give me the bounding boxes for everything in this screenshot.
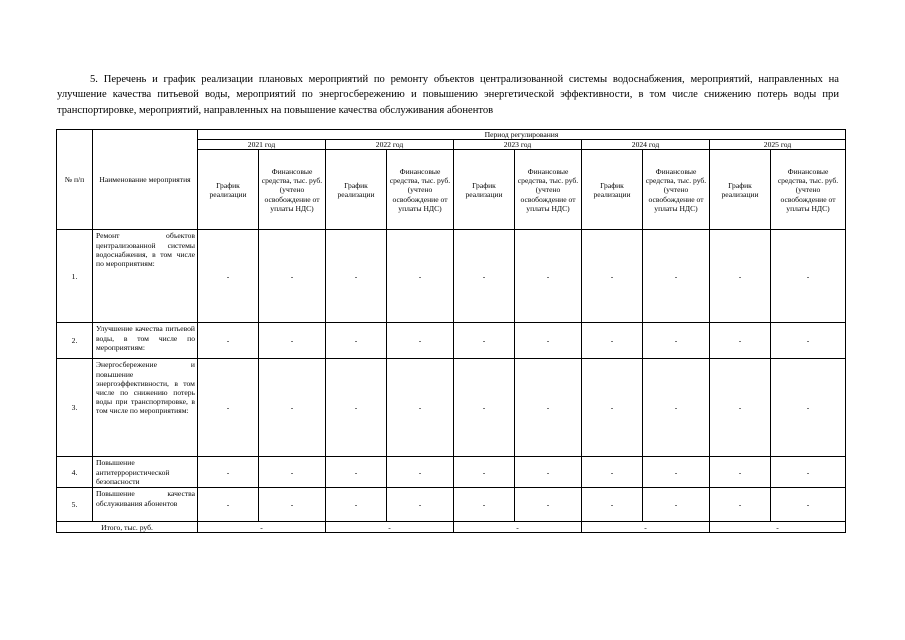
total-value: - bbox=[326, 522, 454, 533]
cell-value: - bbox=[515, 323, 582, 359]
cell-value: - bbox=[454, 359, 515, 457]
sub-header-schedule: График реализации bbox=[198, 150, 259, 230]
row-number: 5. bbox=[57, 488, 93, 522]
cell-value: - bbox=[643, 323, 710, 359]
cell-value: - bbox=[326, 457, 387, 488]
col-header-name: Наименование мероприятия bbox=[93, 130, 198, 230]
sub-header-schedule: График реализации bbox=[326, 150, 387, 230]
cell-value: - bbox=[643, 457, 710, 488]
year-header: 2023 год bbox=[454, 140, 582, 150]
row-name: Ремонт объектов централизованной системы водоснабжения, в том числе по мероприятиям: bbox=[93, 230, 198, 323]
cell-value: - bbox=[771, 488, 846, 522]
total-value: - bbox=[582, 522, 710, 533]
cell-value: - bbox=[454, 323, 515, 359]
year-header: 2025 год bbox=[710, 140, 846, 150]
table-row bbox=[57, 359, 846, 457]
row-number: 2. bbox=[57, 323, 93, 359]
cell-value: - bbox=[326, 359, 387, 457]
cell-value: - bbox=[387, 488, 454, 522]
period-header: Период регулирования bbox=[198, 130, 846, 140]
year-header: 2022 год bbox=[326, 140, 454, 150]
cell-value: - bbox=[198, 323, 259, 359]
sub-header-finance: Финансовые средства, тыс. руб. (учтено освобождение от уплаты НДС) bbox=[259, 150, 326, 230]
total-value: - bbox=[710, 522, 846, 533]
total-value: - bbox=[454, 522, 582, 533]
cell-value: - bbox=[198, 230, 259, 323]
year-header: 2024 год bbox=[582, 140, 710, 150]
cell-value: - bbox=[198, 457, 259, 488]
cell-value: - bbox=[643, 488, 710, 522]
cell-value: - bbox=[643, 359, 710, 457]
cell-value: - bbox=[582, 230, 643, 323]
cell-value: - bbox=[515, 488, 582, 522]
row-name: Улучшение качества питьевой воды, в том числе по мероприятиям: bbox=[93, 323, 198, 359]
cell-value: - bbox=[771, 230, 846, 323]
cell-value: - bbox=[515, 457, 582, 488]
table-row bbox=[57, 488, 846, 522]
cell-value: - bbox=[259, 230, 326, 323]
plan-table bbox=[56, 129, 846, 533]
cell-value: - bbox=[515, 230, 582, 323]
row-name: Энергосбережение и повышение энергоэффективности, в том числе по снижению потерь воды при транспортировке, в том числе по мероприятиям: bbox=[93, 359, 198, 457]
cell-value: - bbox=[710, 488, 771, 522]
cell-value: - bbox=[582, 359, 643, 457]
cell-value: - bbox=[710, 230, 771, 323]
section-heading: 5. Перечень и график реализации плановых мероприятий по ремонту объектов централизованной системы водоснабжения, мероприятий, направленных на улучшение качества питьевой воды, мероприятий по энергосбережению и повышению энергетической эффективности, в том числе снижению потерь воды при транспортировке, мероприятий, направленных на повышение качества обслуживания абонентов bbox=[57, 73, 839, 116]
sub-header-schedule: График реализации bbox=[710, 150, 771, 230]
cell-value: - bbox=[710, 323, 771, 359]
row-number: 1. bbox=[57, 230, 93, 323]
cell-value: - bbox=[582, 323, 643, 359]
cell-value: - bbox=[259, 488, 326, 522]
sub-header-finance: Финансовые средства, тыс. руб. (учтено освобождение от уплаты НДС) bbox=[643, 150, 710, 230]
cell-value: - bbox=[454, 457, 515, 488]
cell-value: - bbox=[259, 323, 326, 359]
table-row bbox=[57, 323, 846, 359]
sub-header-finance: Финансовые средства, тыс. руб. (учтено освобождение от уплаты НДС) bbox=[515, 150, 582, 230]
cell-value: - bbox=[326, 230, 387, 323]
table-row bbox=[57, 457, 846, 488]
sub-header-schedule: График реализации bbox=[454, 150, 515, 230]
table-row bbox=[57, 230, 846, 323]
cell-value: - bbox=[710, 359, 771, 457]
total-label: Итого, тыс. руб. bbox=[57, 522, 198, 533]
cell-value: - bbox=[326, 488, 387, 522]
cell-value: - bbox=[454, 230, 515, 323]
sub-header-finance: Финансовые средства, тыс. руб. (учтено освобождение от уплаты НДС) bbox=[771, 150, 846, 230]
cell-value: - bbox=[387, 323, 454, 359]
cell-value: - bbox=[387, 359, 454, 457]
cell-value: - bbox=[771, 359, 846, 457]
cell-value: - bbox=[259, 457, 326, 488]
total-row bbox=[57, 522, 846, 533]
col-header-num: № п/п bbox=[57, 130, 93, 230]
row-number: 3. bbox=[57, 359, 93, 457]
cell-value: - bbox=[771, 323, 846, 359]
cell-value: - bbox=[198, 488, 259, 522]
sub-header-finance: Финансовые средства, тыс. руб. (учтено освобождение от уплаты НДС) bbox=[387, 150, 454, 230]
cell-value: - bbox=[515, 359, 582, 457]
cell-value: - bbox=[643, 230, 710, 323]
cell-value: - bbox=[771, 457, 846, 488]
cell-value: - bbox=[582, 488, 643, 522]
cell-value: - bbox=[259, 359, 326, 457]
cell-value: - bbox=[582, 457, 643, 488]
sub-header-schedule: График реализации bbox=[582, 150, 643, 230]
cell-value: - bbox=[326, 323, 387, 359]
total-value: - bbox=[198, 522, 326, 533]
cell-value: - bbox=[198, 359, 259, 457]
cell-value: - bbox=[387, 230, 454, 323]
cell-value: - bbox=[454, 488, 515, 522]
cell-value: - bbox=[387, 457, 454, 488]
row-name: Повышение антитеррористической безопасности bbox=[93, 457, 198, 488]
row-number: 4. bbox=[57, 457, 93, 488]
row-name: Повышение качества обслуживания абонентов bbox=[93, 488, 198, 522]
year-header: 2021 год bbox=[198, 140, 326, 150]
cell-value: - bbox=[710, 457, 771, 488]
